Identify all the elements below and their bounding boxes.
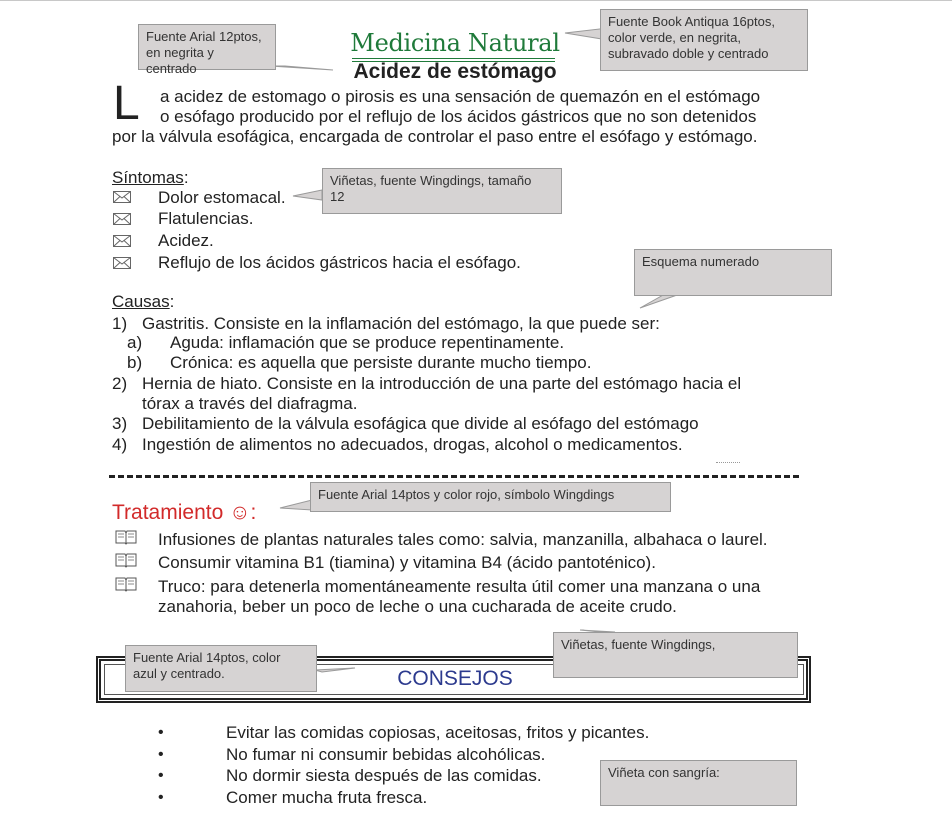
causa-text: Hernia de hiato. Consiste en la introducción de una parte del estómago hacia el <box>142 374 742 393</box>
book-icon <box>115 576 137 592</box>
sintoma-item: Acidez. <box>158 231 214 250</box>
envelope-icon <box>113 257 131 269</box>
consejos-heading: CONSEJOS <box>397 667 513 690</box>
tratamiento-item: Consumir vitamina B1 (tiamina) y vitamina B4 (ácido pantoténico). <box>158 553 656 572</box>
callout-arial-12: Fuente Arial 12ptos, en negrita y centrado <box>138 24 276 70</box>
book-icon <box>115 552 137 568</box>
bullet-icon: • <box>158 746 164 763</box>
tratamiento-item: Truco: para detenerla momentáneamente resulta útil comer una manzana o una <box>158 577 761 596</box>
callout-esquema: Esquema numerado <box>634 249 832 296</box>
intro-line-2: o esófago producido por el reflujo de los ácidos gástricos que no son detenidos <box>160 107 757 126</box>
consejo-item: Comer mucha fruta fresca. <box>226 788 428 807</box>
consejo-item: Evitar las comidas copiosas, aceitosas, fritos y picantes. <box>226 723 650 742</box>
causa-text: tórax a través del diafragma. <box>142 394 358 413</box>
consejo-item: No dormir siesta después de las comidas. <box>226 766 542 785</box>
causa-number: b) <box>127 353 143 372</box>
causa-text: Debilitamiento de la válvula esofágica que divide al esófago del estómago <box>142 414 699 433</box>
callout-arial-14-azul: Fuente Arial 14ptos, color azul y centrado. <box>125 645 317 692</box>
title-underline-1 <box>352 58 555 59</box>
small-dotted-mark <box>716 462 740 463</box>
causa-text: Aguda: inflamación que se produce repentinamente. <box>170 333 565 352</box>
callout-vinetas: Viñetas, fuente Wingdings, tamaño 12 <box>322 168 562 214</box>
bullet-icon: • <box>158 789 164 806</box>
sintoma-item: Dolor estomacal. <box>158 188 286 207</box>
tratamiento-heading: Tratamiento ☺: <box>112 501 257 524</box>
tratamiento-item-cont: zanahoria, beber un poco de leche o una cucharada de aceite crudo. <box>158 597 677 616</box>
callout-vinetas-2: Viñetas, fuente Wingdings, <box>553 632 798 678</box>
callout-book-antiqua: Fuente Book Antiqua 16ptos, color verde, en negrita, subravado doble y centrado <box>600 9 808 71</box>
causa-number: 2) <box>112 374 128 393</box>
causa-number: a) <box>127 333 143 352</box>
sintoma-item: Flatulencias. <box>158 209 254 228</box>
envelope-icon <box>113 235 131 247</box>
causa-text: Ingestión de alimentos no adecuados, drogas, alcohol o medicamentos. <box>142 435 683 454</box>
envelope-icon <box>113 213 131 225</box>
callout-sangria: Viñeta con sangría: <box>600 760 797 806</box>
consejo-item: No fumar ni consumir bebidas alcohólicas. <box>226 745 546 764</box>
envelope-icon <box>113 191 131 203</box>
drop-cap: L <box>113 77 140 130</box>
causa-number: 4) <box>112 435 128 454</box>
causa-text: Gastritis. Consiste en la inflamación del estómago, la que puede ser: <box>142 314 660 333</box>
intro-line-1: a acidez de estomago o pirosis es una sensación de quemazón en el estómago <box>160 87 761 106</box>
tratamiento-item: Infusiones de plantas naturales tales como: salvia, manzanilla, albahaca o laurel. <box>158 530 768 549</box>
causa-number: 1) <box>112 314 128 333</box>
sintoma-item: Reflujo de los ácidos gástricos hacia el esófago. <box>158 253 521 272</box>
book-icon <box>115 529 137 545</box>
causa-text: Crónica: es aquella que persiste durante mucho tiempo. <box>170 353 592 372</box>
intro-line-3: por la válvula esofágica, encargada de controlar el paso entre el esófago y estómago. <box>112 127 758 146</box>
bullet-icon: • <box>158 767 164 784</box>
page-subtitle: Acidez de estómago <box>353 60 557 83</box>
callout-arial-14-rojo: Fuente Arial 14ptos y color rojo, símbolo Wingdings <box>310 482 671 512</box>
dashed-divider <box>109 475 799 478</box>
bullet-icon: • <box>158 724 164 741</box>
sintomas-heading: Síntomas: <box>112 168 189 187</box>
top-rule <box>0 0 952 1</box>
page-title: Medicina Natural <box>350 29 560 57</box>
causa-number: 3) <box>112 414 128 433</box>
causas-heading: Causas: <box>112 292 175 311</box>
